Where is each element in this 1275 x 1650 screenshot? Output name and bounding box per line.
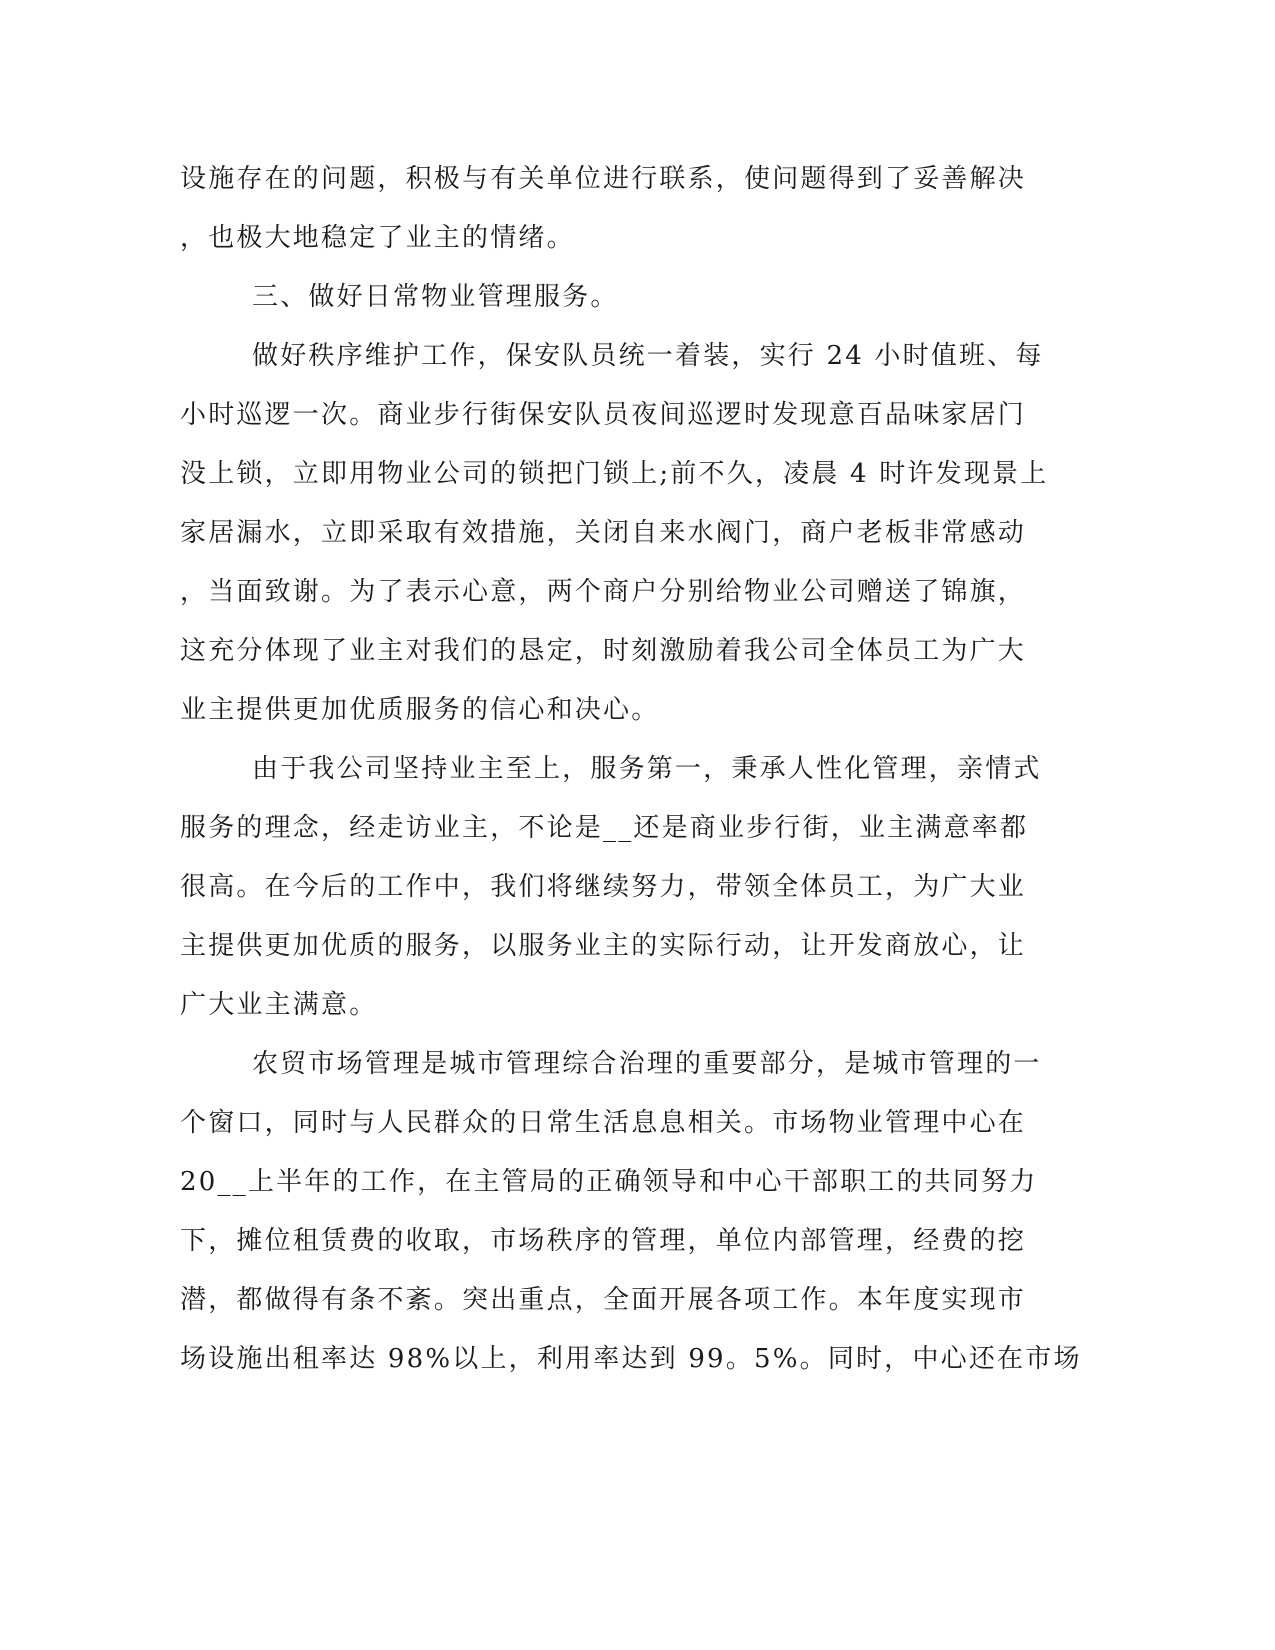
text-line: 场设施出租率达 98%以上，利用率达到 99。5%。同时，中心还在市场 — [180, 1344, 1082, 1374]
text-line: 很高。在今后的工作中，我们将继续努力，带领全体员工，为广大业 — [180, 872, 1027, 902]
text-line: 业主提供更加优质服务的信心和决心。 — [180, 695, 660, 725]
text-line: 服务的理念，经走访业主，不论是__还是商业步行街，业主满意率都 — [180, 813, 1029, 843]
text-line: 20__上半年的工作，在主管局的正确领导和中心干部职工的共同努力 — [180, 1167, 1038, 1197]
text-line: 这充分体现了业主对我们的恳定，时刻激励着我公司全体员工为广大 — [180, 636, 1027, 666]
text-line: 做好秩序维护工作，保安队员统一着装，实行 24 小时值班、每 — [252, 341, 1044, 371]
text-line: 没上锁，立即用物业公司的锁把门锁上;前不久，凌晨 4 时许发现景上 — [180, 459, 1049, 489]
text-line: 设施存在的问题，积极与有关单位进行联系，使问题得到了妥善解决 — [180, 164, 1027, 194]
text-line: 主提供更加优质的服务，以服务业主的实际行动，让开发商放心，让 — [180, 931, 1027, 961]
text-line: 由于我公司坚持业主至上，服务第一，秉承人性化管理，亲情式 — [252, 754, 1042, 784]
text-line: 家居漏水，立即采取有效措施，关闭自来水阀门，商户老板非常感动 — [180, 518, 1027, 548]
text-line: ，也极大地稳定了业主的情绪。 — [180, 223, 575, 253]
document-body — [180, 150, 1082, 1389]
text-line: 个窗口，同时与人民群众的日常生活息息相关。市场物业管理中心在 — [180, 1108, 1027, 1138]
text-line: 农贸市场管理是城市管理综合治理的重要部分，是城市管理的一 — [252, 1049, 1042, 1079]
text-line: 潜，都做得有条不紊。突出重点，全面开展各项工作。本年度实现市 — [180, 1285, 1027, 1315]
text-line: 广大业主满意。 — [180, 990, 378, 1020]
text-line: ，当面致谢。为了表示心意，两个商户分别给物业公司赠送了锦旗， — [180, 577, 1027, 607]
section-heading: 三、做好日常物业管理服务。 — [252, 282, 619, 312]
text-line: 下，摊位租赁费的收取，市场秩序的管理，单位内部管理，经费的挖 — [180, 1226, 1027, 1256]
text-line: 小时巡逻一次。商业步行街保安队员夜间巡逻时发现意百品味家居门 — [180, 400, 1027, 430]
